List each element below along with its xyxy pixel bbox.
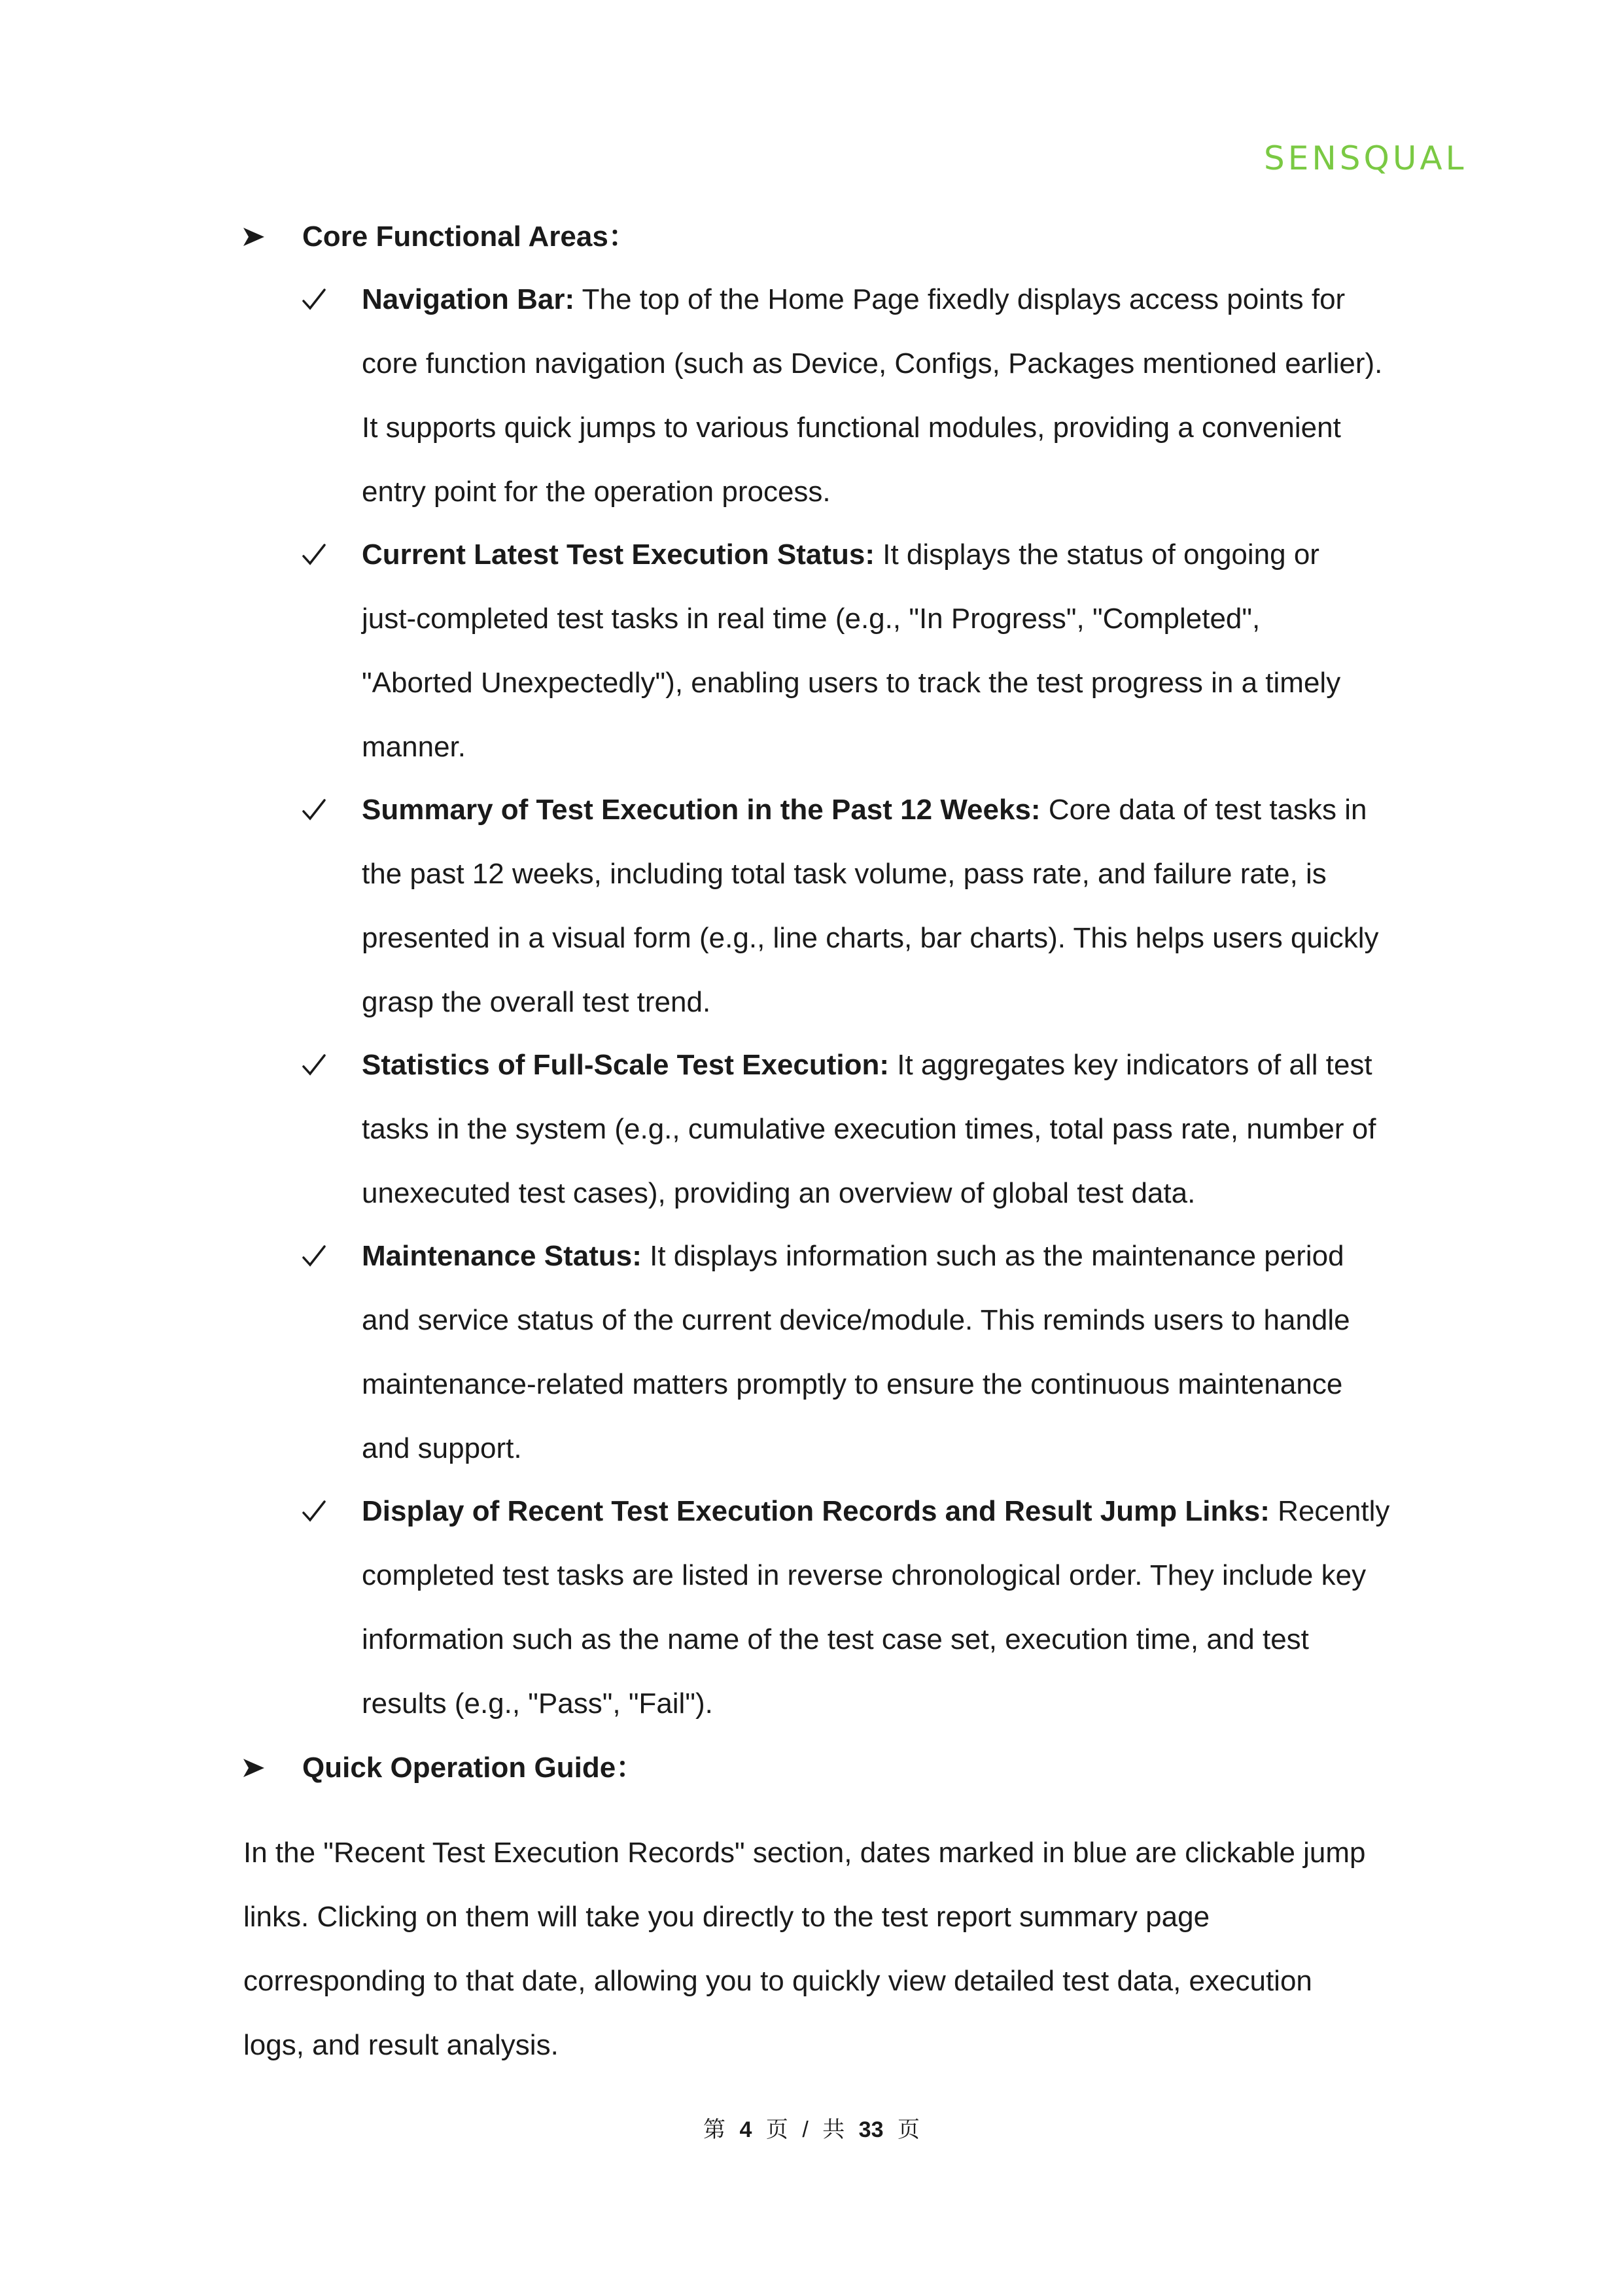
checkmark-icon <box>301 1498 327 1525</box>
item-text: It displays the status of ongoing or <box>875 539 1319 571</box>
total-unit: 页 <box>897 2117 920 2142</box>
total-prefix: 共 <box>822 2117 845 2142</box>
page-unit: 页 <box>765 2117 788 2142</box>
item-line <box>362 280 1345 319</box>
item-line: "Aborted Unexpectedly"), enabling users to track the test progress in a timely <box>362 667 1341 699</box>
item-line <box>362 1046 1372 1085</box>
item-line: entry point for the operation process. <box>362 476 831 508</box>
paragraph-line: logs, and result analysis. <box>243 2029 559 2061</box>
page-footer <box>0 2113 1623 2146</box>
item-line: and service status of the current device/module. This reminds users to handle <box>362 1304 1350 1336</box>
item-line: results (e.g., "Pass", "Fail"). <box>362 1687 713 1720</box>
item-line <box>362 535 1319 574</box>
checkmark-icon <box>301 1243 327 1269</box>
paragraph-line: corresponding to that date, allowing you to quickly view detailed test data, execution <box>243 1965 1312 1997</box>
item-text: Recently <box>1269 1495 1390 1527</box>
item-text: It aggregates key indicators of all test <box>889 1049 1372 1081</box>
arrow-bullet-icon <box>242 217 266 256</box>
checkmark-icon <box>301 797 327 823</box>
company-logo: SENSQUAL <box>1264 139 1467 177</box>
item-text: It displays information such as the maintenance period <box>641 1240 1344 1272</box>
arrow-bullet-icon <box>242 1748 266 1788</box>
checkmark-icon <box>301 542 327 568</box>
item-line: the past 12 weeks, including total task volume, pass rate, and failure rate, is <box>362 858 1327 890</box>
item-line <box>362 1492 1389 1531</box>
item-line <box>362 1237 1344 1276</box>
paragraph-line: links. Clicking on them will take you directly to the test report summary page <box>243 1901 1210 1933</box>
item-line: just-completed test tasks in real time (e.g., "In Progress", "Completed", <box>362 603 1261 635</box>
page-separator: / <box>802 2117 809 2142</box>
item-title: Statistics of Full-Scale Test Execution: <box>362 1049 890 1081</box>
item-line: It supports quick jumps to various functional modules, providing a convenient <box>362 412 1341 444</box>
item-line: completed test tasks are listed in reverse chronological order. They include key <box>362 1559 1367 1591</box>
total-page-count: 33 <box>858 2117 884 2142</box>
item-line: presented in a visual form (e.g., line charts, bar charts). This helps users quickly <box>362 922 1379 954</box>
section-heading-text: Core Functional Areas： <box>302 221 637 253</box>
item-title: Summary of Test Execution in the Past 12 Weeks: <box>362 794 1041 826</box>
item-line: core function navigation (such as Device, Configs, Packages mentioned earlier). <box>362 347 1383 380</box>
item-title: Maintenance Status: <box>362 1240 642 1272</box>
item-title: Current Latest Test Execution Status: <box>362 539 875 571</box>
item-line <box>362 790 1367 830</box>
page-prefix: 第 <box>703 2117 726 2142</box>
item-title: Navigation Bar: <box>362 283 575 315</box>
item-line: unexecuted test cases), providing an overview of global test data. <box>362 1177 1196 1209</box>
paragraph-line: In the "Recent Test Execution Records" section, dates marked in blue are clickable jump <box>243 1837 1366 1869</box>
current-page-number: 4 <box>739 2117 752 2142</box>
item-text: Core data of test tasks in <box>1040 794 1367 826</box>
checkmark-icon <box>301 287 327 313</box>
item-line: and support. <box>362 1432 522 1464</box>
checkmark-icon <box>301 1052 327 1078</box>
item-line: manner. <box>362 731 466 763</box>
item-title: Display of Recent Test Execution Records and Result Jump Links: <box>362 1495 1270 1527</box>
item-line: tasks in the system (e.g., cumulative execution times, total pass rate, number of <box>362 1113 1376 1145</box>
section-heading-text: Quick Operation Guide： <box>302 1752 645 1784</box>
item-line: information such as the name of the test case set, execution time, and test <box>362 1623 1309 1655</box>
item-line: grasp the overall test trend. <box>362 986 711 1018</box>
item-text: The top of the Home Page fixedly displays access points for <box>574 283 1346 315</box>
item-line: maintenance-related matters promptly to ensure the continuous maintenance <box>362 1368 1343 1400</box>
